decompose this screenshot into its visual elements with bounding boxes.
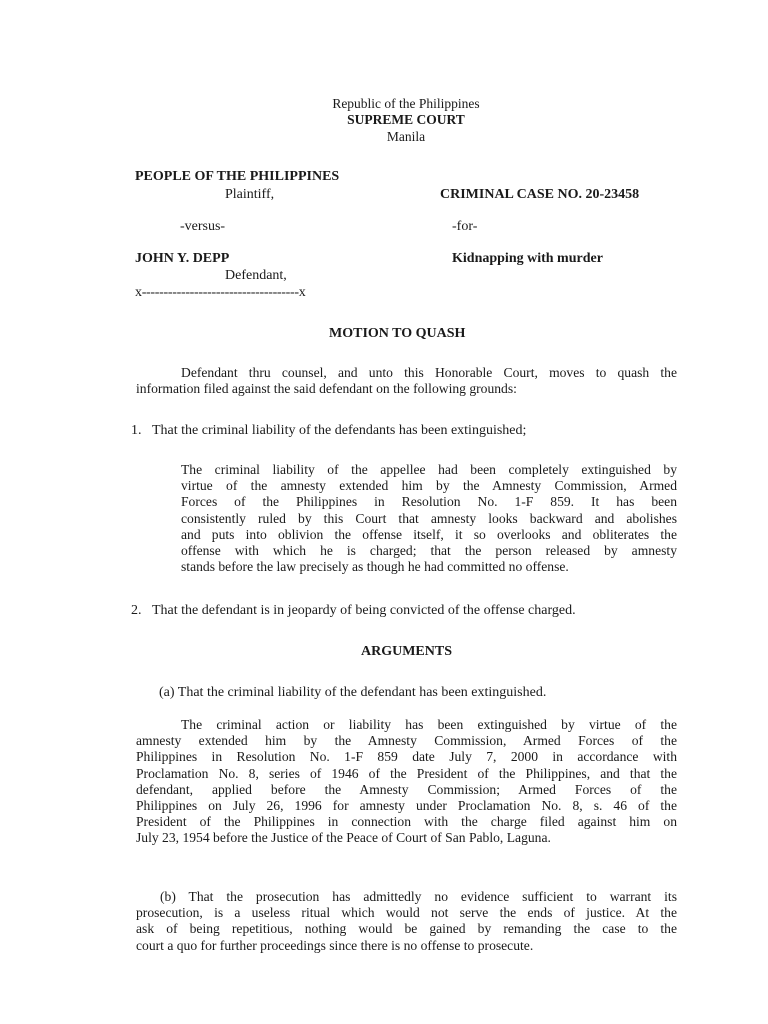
caption-separator: x------------------------------------x — [135, 285, 306, 300]
intro-paragraph — [136, 365, 677, 397]
explanation-line: Forces of the Philippines in Resolution No. 1-F 859. It has been — [181, 494, 677, 510]
argument-b-line: court a quo for further proceedings since there is no offense to prosecute. — [136, 937, 534, 953]
defendant-name: JOHN Y. DEPP — [135, 251, 230, 266]
argument-a-line: President of the Philippines in connection with the charge filed against him on — [136, 814, 677, 830]
charge-label: Kidnapping with murder — [452, 251, 603, 266]
explanation-line: offense with which he is charged; that the person released by amnesty — [181, 543, 677, 559]
for-label: -for- — [452, 219, 478, 234]
header-city: Manila — [386, 129, 426, 144]
argument-a-line: Philippines in Resolution No. 1-F 859 date July 7, 2000 in accordance with — [136, 749, 677, 765]
defendant-role: Defendant, — [225, 268, 287, 283]
argument-b-line: (b) That the prosecution has admittedly no evidence sufficient to warrant its — [160, 889, 677, 904]
argument-a-line: Philippines on July 26, 1996 for amnesty under Proclamation No. 8, s. 46 of the — [136, 798, 677, 814]
explanation-line: consistently ruled by this Court that amnesty looks backward and abolishes — [181, 510, 677, 526]
argument-a-body — [136, 717, 677, 847]
plaintiff-name: PEOPLE OF THE PHILIPPINES — [135, 169, 340, 184]
argument-b-line: prosecution, is a useless ritual which would not serve the ends of justice. At the — [136, 905, 677, 921]
ground-text: That the defendant is in jeopardy of being convicted of the offense charged. — [152, 603, 576, 618]
intro-line: information filed against the said defendant on the following grounds: — [136, 381, 517, 397]
argument-b — [136, 889, 677, 954]
document-title: MOTION TO QUASH — [329, 326, 466, 341]
ground-text: That the criminal liability of the defendants has been extinguished; — [152, 423, 527, 438]
argument-a-line: July 23, 1954 before the Justice of the Peace of Court of San Pablo, Laguna. — [136, 830, 551, 846]
argument-a-heading: (a) That the criminal liability of the defendant has been extinguished. — [159, 685, 547, 700]
ground1-explanation — [181, 462, 677, 575]
argument-a-line: defendant, applied before the Amnesty Commission; Armed Forces of the — [136, 781, 677, 797]
ground-number: 2. — [131, 603, 142, 618]
explanation-line: and puts into oblivion the offense itself, it so overlooks and obliterates the — [181, 526, 677, 542]
header-republic: Republic of the Philippines — [332, 96, 480, 111]
header-court: SUPREME COURT — [347, 112, 465, 127]
intro-line: Defendant thru counsel, and unto this Honorable Court, moves to quash the — [181, 365, 677, 380]
plaintiff-role: Plaintiff, — [225, 187, 275, 202]
argument-a-line: The criminal action or liability has been extinguished by virtue of the — [181, 717, 677, 732]
explanation-line: stands before the law precisely as though he had committed no offense. — [181, 559, 569, 575]
explanation-line: virtue of the amnesty extended him by the Amnesty Commission, Armed — [181, 478, 677, 494]
argument-a-line: amnesty extended him by the Amnesty Commission, Armed Forces of the — [136, 733, 677, 749]
argument-a-line: Proclamation No. 8, series of 1946 of the President of the Philippines, and that the — [136, 765, 677, 781]
explanation-line: The criminal liability of the appellee had been completely extinguished by — [181, 462, 677, 477]
arguments-heading: ARGUMENTS — [361, 644, 453, 659]
argument-b-line: ask of being repetitious, nothing would be gained by remanding the case to the — [136, 921, 677, 937]
versus-label: -versus- — [180, 219, 226, 234]
case-number: CRIMINAL CASE NO. 20-23458 — [440, 187, 640, 202]
ground-number: 1. — [131, 423, 142, 438]
